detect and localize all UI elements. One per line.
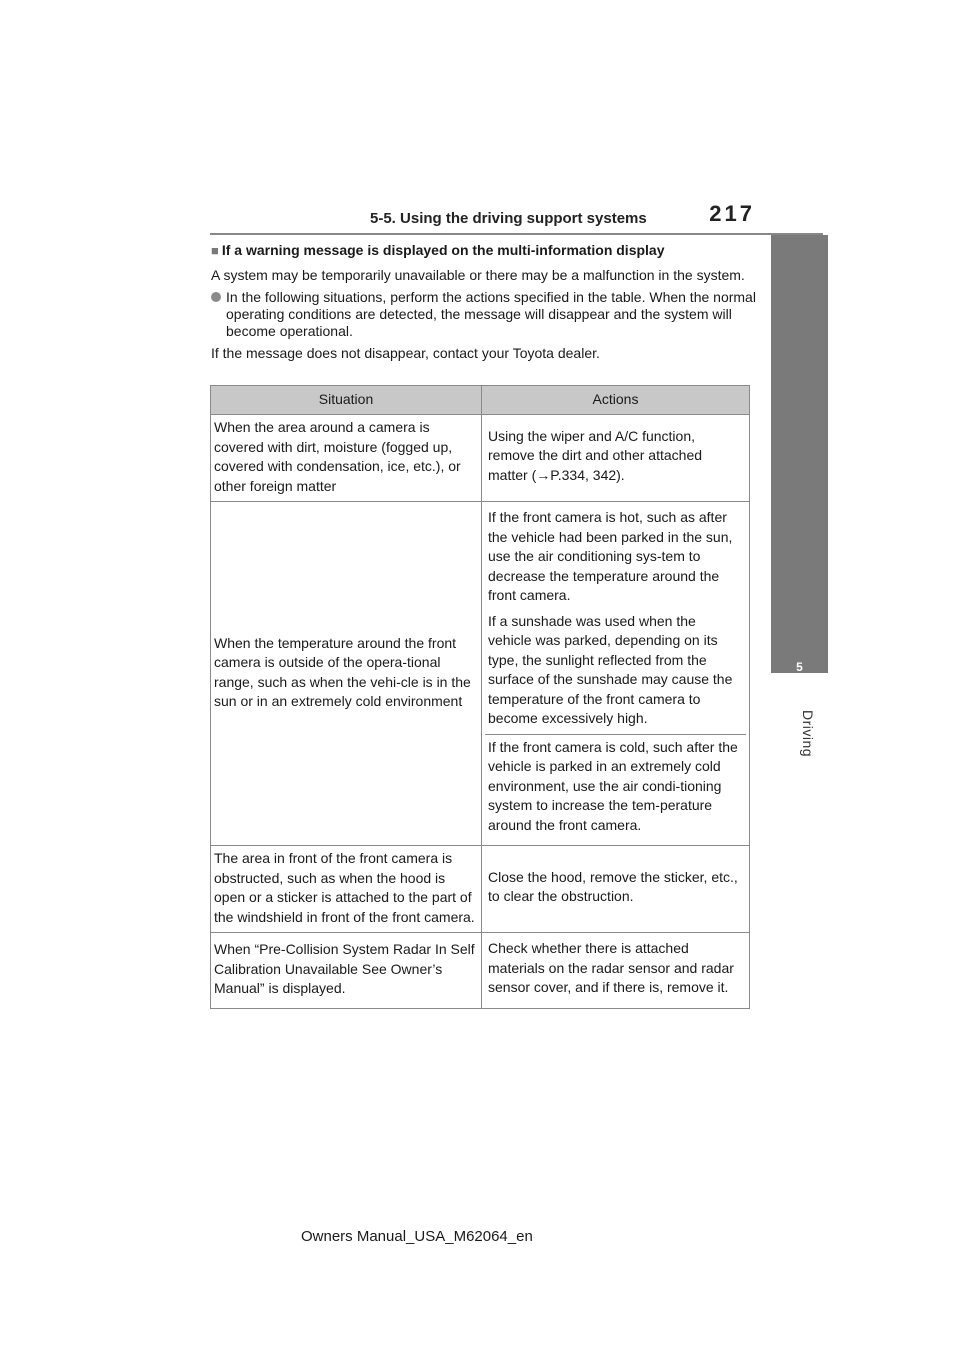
actions-cell [482, 846, 750, 933]
actions-cell [482, 933, 750, 1009]
action-text: If the front camera is cold, such after the vehicle is parked in an extremely cold environment, use the air condi-tioning system to increase the tem-perature around the front camera. [485, 734, 746, 841]
page-number: 217 [709, 201, 755, 226]
action-text: If the front camera is hot, such as after the vehicle had been parked in the sun, use the air conditioning sys-tem to decrease the temperature around the front camera. [488, 509, 733, 603]
action-text: Using the wiper and A/C function, remove the dirt and other attached matter (→P.334, 342). [488, 427, 703, 483]
chapter-tab-number: 5 [796, 660, 803, 674]
chapter-tab [771, 235, 828, 673]
situation-cell: When the temperature around the front camera is outside of the opera-tional range, such as when the vehi-cle is in the sun or in an extremely cold environment [211, 502, 482, 846]
intro-paragraph: A system may be temporarily unavailable or there may be a malfunction in the system. [211, 267, 745, 283]
dealer-note: If the message does not disappear, contact your Toyota dealer. [211, 345, 600, 361]
action-text: If a sunshade was used when the vehicle was parked, depending on its type, the sunlight reflected from the surface of the sunshade may cause the temperature of the front camera to become excessively high. [488, 612, 733, 726]
header-divider [210, 233, 823, 235]
column-header-actions: Actions [482, 386, 750, 415]
actions-cell [482, 502, 750, 846]
bullet-item [211, 289, 756, 340]
situation-cell: The area in front of the front camera is obstructed, such as when the hood is open or a sticker is attached to the part of the windshield in front of the front camera. [211, 846, 482, 933]
column-header-situation: Situation [211, 386, 482, 415]
subheading-text: If a warning message is displayed on the multi-information display [221, 242, 665, 258]
action-text: Check whether there is attached materials on the radar sensor and radar sensor cover, and if there is, remove it. [488, 940, 734, 995]
square-bullet-icon: ■ [211, 243, 219, 258]
table-row [211, 502, 750, 846]
circle-bullet-icon [211, 292, 221, 302]
situation-actions-table [210, 385, 750, 1009]
main-content [211, 242, 756, 367]
table-row [211, 846, 750, 933]
bullet-text: In the following situations, perform the actions specified in the table. When the normal operating conditions are detected, the message will disappear and the system will become operational. [226, 289, 756, 339]
actions-cell [482, 415, 750, 502]
subheading [211, 242, 756, 259]
section-title: 5-5. Using the driving support systems [370, 210, 647, 227]
table-row [211, 933, 750, 1009]
situation-cell: When “Pre-Collision System Radar In Self Calibration Unavailable See Owner’s Manual” is displayed. [211, 933, 482, 1009]
table-row [211, 415, 750, 502]
situation-cell: When the area around a camera is covered with dirt, moisture (fogged up, covered with condensation, ice, etc.), or other foreign matter [211, 415, 482, 502]
manual-footer: Owners Manual_USA_M62064_en [301, 1228, 533, 1245]
page-header [370, 201, 755, 233]
table-header-row [211, 386, 750, 415]
action-text: Close the hood, remove the sticker, etc., to clear the obstruction. [488, 868, 738, 904]
chapter-tab-label: Driving [800, 710, 816, 758]
